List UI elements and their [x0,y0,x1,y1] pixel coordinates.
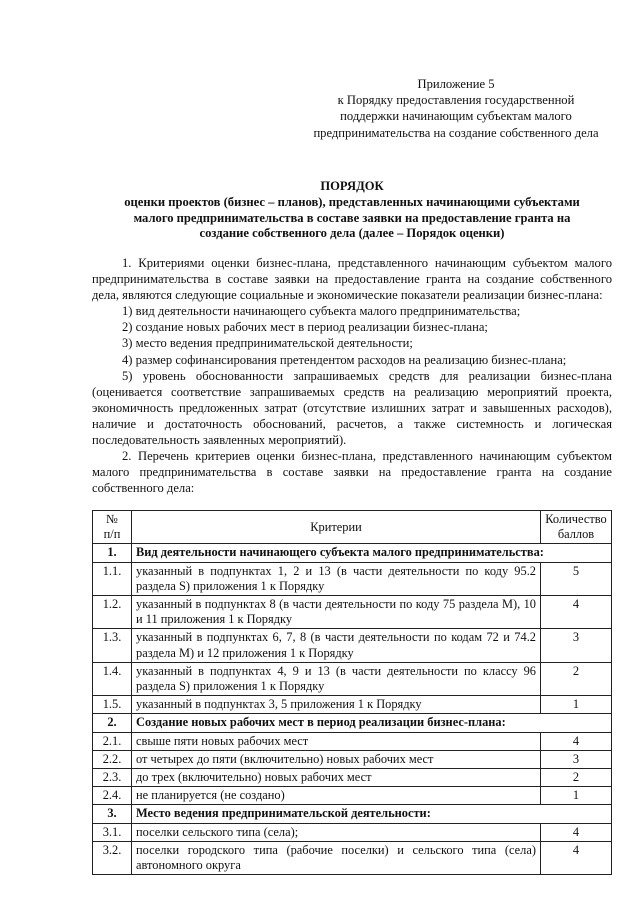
header-num-line2: п/п [103,527,121,542]
row-number: 3.2. [93,841,132,874]
table-header-row [93,511,612,544]
title-line: создание собственного дела (далее – Порядок оценки) [199,226,505,241]
criterion-text: до трех (включительно) новых рабочих мест [132,769,541,787]
row-number: 2. [93,714,132,732]
table-row [93,562,612,595]
criterion-points: 4 [541,732,612,750]
header-points-line1: Количество [545,512,607,526]
paragraph-1: 1. Критериями оценки бизнес-плана, представленного начинающим субъектом малого предпринимательства в составе заявки на предоставление гранта на создание собственного дела, являются следующие социальные и экономические показатели реализации бизнес-плана: [92,256,612,303]
table-row [93,805,612,823]
table-row [93,629,612,662]
appendix-reference [300,76,612,141]
section-title: Место ведения предпринимательской деятельности: [132,805,612,823]
row-number: 1.2. [93,596,132,629]
table-row [93,823,612,841]
criterion-text: указанный в подпунктах 3, 5 приложения 1 к Порядку [132,696,541,714]
header-points [541,511,612,544]
criterion-text: поселки городского типа (рабочие поселки) и сельского типа (села) автономного округа [132,841,541,874]
header-num-line1: № [106,512,118,526]
table-row [93,750,612,768]
criterion-points: 5 [541,562,612,595]
criterion-text: указанный в подпунктах 1, 2 и 13 (в части деятельности по коду 95.2 раздела S) приложения 1 к Порядку [132,562,541,595]
row-number: 1.4. [93,662,132,695]
row-number: 1.5. [93,696,132,714]
criterion-points: 2 [541,662,612,695]
header-num [93,511,132,544]
criterion-points: 3 [541,629,612,662]
criterion-text: указанный в подпунктах 8 (в части деятельности по коду 75 раздела M), 10 и 11 приложения 1 к Порядку [132,596,541,629]
criteria-item-2: 2) создание новых рабочих мест в период реализации бизнес-плана; [122,320,488,335]
criterion-text: указанный в подпунктах 6, 7, 8 (в части деятельности по кодам 72 и 74.2 раздела M) и 12 приложения 1 к Порядку [132,629,541,662]
criterion-text: свыше пяти новых рабочих мест [132,732,541,750]
table-row [93,787,612,805]
row-number: 2.2. [93,750,132,768]
table-row [93,841,612,874]
section-title: Создание новых рабочих мест в период реализации бизнес-плана: [132,714,612,732]
body-text [92,255,612,496]
appendix-line: к Порядку предоставления государственной [337,93,575,108]
row-number: 1.3. [93,629,132,662]
appendix-line: Приложение 5 [417,77,495,91]
row-number: 1.1. [93,562,132,595]
row-number: 3. [93,805,132,823]
criterion-text: не планируется (не создано) [132,787,541,805]
table-row [93,696,612,714]
row-number: 2.4. [93,787,132,805]
criteria-item-4: 4) размер софинансирования претендентом расходов на реализацию бизнес-плана; [122,352,567,367]
criterion-points: 4 [541,823,612,841]
criterion-text: от четырех до пяти (включительно) новых рабочих мест [132,750,541,768]
title-line: оценки проектов (бизнес – планов), представленных начинающими субъектами [124,194,580,209]
criterion-points: 4 [541,841,612,874]
table-row [93,732,612,750]
criterion-points: 1 [541,696,612,714]
appendix-line: поддержки начинающим субъектам малого [340,109,572,124]
row-number: 1. [93,544,132,562]
table-row [93,769,612,787]
header-points-line2: баллов [557,527,595,542]
criterion-points: 1 [541,787,612,805]
document-title [92,179,612,242]
table-row [93,596,612,629]
criterion-text: поселки сельского типа (села); [132,823,541,841]
criteria-item-3: 3) место ведения предпринимательской деятельности; [122,336,413,351]
criterion-text: указанный в подпунктах 4, 9 и 13 (в части деятельности по классу 96 раздела S) приложения 1 к Порядку [132,662,541,695]
criteria-table [92,510,612,875]
criteria-item-5: 5) уровень обоснованности запрашиваемых средств для реализации бизнес-плана (оценивается соответствие запрашиваемых средств на реализацию мероприятий проекта, экономичность предложенных затрат (отсутствие излишних затрат и завышенных расходов), наличие и достаточность обоснований, расчетов, а также системность и логическая последовательность заявленных мероприятий). [92,368,612,448]
section-title: Вид деятельности начинающего субъекта малого предпринимательства: [132,544,612,562]
criteria-item-1: 1) вид деятельности начинающего субъекта малого предпринимательства; [122,304,521,319]
table-row [93,544,612,562]
title-heading: ПОРЯДОК [320,179,384,193]
row-number: 2.3. [93,769,132,787]
table-row [93,714,612,732]
header-criteria: Критерии [132,511,541,544]
paragraph-2: 2. Перечень критериев оценки бизнес-плана, представленного начинающим субъектом малого предпринимательства в составе заявки на предоставление гранта на создание собственного дела: [92,449,612,496]
table-body [93,544,612,875]
appendix-line: предпринимательства на создание собственного дела [313,125,599,140]
row-number: 2.1. [93,732,132,750]
title-line: малого предпринимательства в составе заявки на предоставление гранта на [133,210,571,225]
criterion-points: 2 [541,769,612,787]
row-number: 3.1. [93,823,132,841]
criterion-points: 3 [541,750,612,768]
criterion-points: 4 [541,596,612,629]
table-row [93,662,612,695]
